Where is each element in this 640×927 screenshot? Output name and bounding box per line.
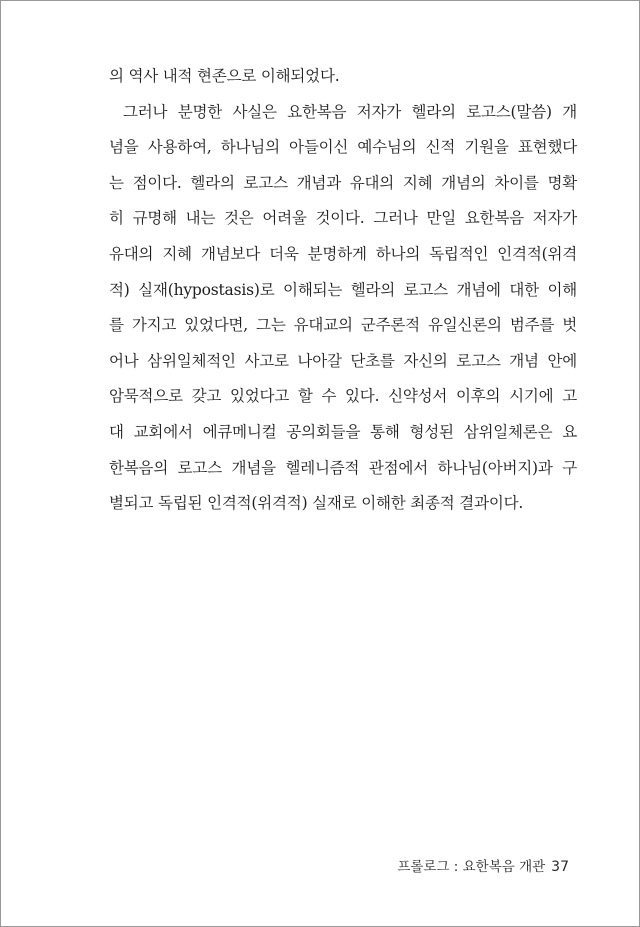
text-line: 히 규명해 내는 것은 어려울 것이다. 그러나 만일 요한복음 저자가 bbox=[109, 209, 577, 228]
text-line: 어나 삼위일체적인 사고로 나아갈 단초를 자신의 로고스 개념 안에 bbox=[109, 351, 577, 370]
text-line: 는 점이다. 헬라의 로고스 개념과 유대의 지혜 개념의 차이를 명확 bbox=[109, 173, 577, 192]
text-line: 유대의 지혜 개념보다 더욱 분명하게 하나의 독립적인 인격적(위격 bbox=[109, 244, 577, 263]
text-line: 의 역사 내적 현존으로 이해되었다. bbox=[109, 67, 340, 85]
text-line: 대 교회에서 에큐메니컬 공의회들을 통해 형성된 삼위일체론은 요 bbox=[109, 422, 577, 441]
body-text bbox=[109, 59, 577, 522]
text-line: 별되고 독립된 인격적(위격적) 실재로 이해한 최종적 결과이다. bbox=[109, 494, 524, 513]
page-number: 37 bbox=[551, 859, 569, 875]
running-title: 프롤로그 : 요한복음 개관 bbox=[397, 859, 546, 875]
text-line: 를 가지고 있었다면, 그는 유대교의 군주론적 유일신론의 범주를 벗 bbox=[109, 316, 577, 335]
text-line: 념을 사용하여, 하나님의 아들이신 예수님의 신적 기원을 표현했다 bbox=[109, 138, 577, 157]
text-line: 한복음의 로고스 개념을 헬레니즘적 관점에서 하나님(아버지)과 구 bbox=[109, 458, 577, 477]
running-footer bbox=[397, 855, 569, 875]
text-line: 암묵적으로 갖고 있었다고 할 수 있다. 신약성서 이후의 시기에 고 bbox=[109, 387, 577, 406]
text-line: 그러나 분명한 사실은 요한복음 저자가 헬라의 로고스(말씀) 개 bbox=[123, 102, 577, 121]
text-line: 적) 실재(hypostasis)로 이해되는 헬라의 로고스 개념에 대한 이해 bbox=[109, 280, 577, 299]
